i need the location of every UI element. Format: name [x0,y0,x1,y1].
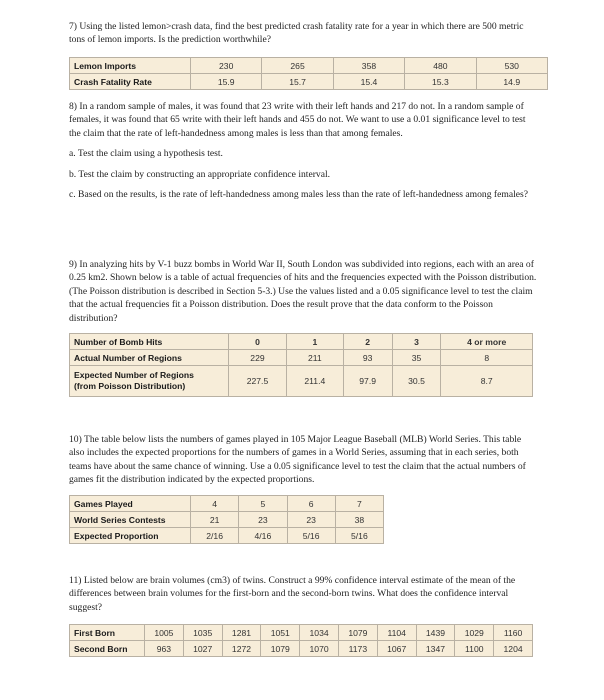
world-series-table [69,495,384,544]
table-cell: 1204 [494,641,533,657]
table-cell: 35 [392,350,441,366]
table-cell: 358 [333,58,404,74]
table-cell: 1439 [416,625,455,641]
question-7 [69,20,539,47]
table-cell: 211 [286,350,343,366]
table-row [70,58,548,74]
table-cell: 5/16 [287,528,335,544]
table-cell: 0 [229,334,287,350]
actual-regions-label: Actual Number of Regions [70,350,229,366]
table-cell: 1104 [377,625,416,641]
table-cell: 4 or more [441,334,533,350]
table-cell: 1005 [145,625,184,641]
table-cell: 1281 [222,625,261,641]
table-cell: 1035 [183,625,222,641]
question-11 [69,574,539,614]
table-cell: 480 [405,58,476,74]
table-cell: 227.5 [229,366,287,397]
table-cell: 8.7 [441,366,533,397]
question-9 [69,258,539,325]
table-cell: 15.4 [333,74,404,90]
lemon-crash-table [69,57,548,90]
lemon-imports-label: Lemon Imports [70,58,191,74]
table-cell: 1067 [377,641,416,657]
table-cell: 8 [441,350,533,366]
expected-regions-line2: (from Poisson Distribution) [74,381,186,391]
table-cell: 1034 [300,625,339,641]
table-row [70,334,533,350]
table-row [70,512,384,528]
table-cell: 230 [191,58,262,74]
table-cell: 530 [476,58,547,74]
table-cell: 1160 [494,625,533,641]
brain-volumes-table [69,624,533,657]
table-cell: 229 [229,350,287,366]
table-cell: 5/16 [335,528,383,544]
table-cell: 5 [239,496,287,512]
table-cell: 15.9 [191,74,262,90]
table-cell: 1173 [338,641,377,657]
question-8-part-a: a. Test the claim using a hypothesis test. [69,148,223,160]
table-row [70,496,384,512]
expected-regions-line1: Expected Number of Regions [74,370,194,380]
table-cell: 1272 [222,641,261,657]
table-cell: 15.7 [262,74,333,90]
question-8-part-c: c. Based on the results, is the rate of left-handedness among males less than the rate of left-handedness among females? [69,189,529,201]
question-10 [69,433,539,487]
table-cell: 14.9 [476,74,547,90]
table-cell: 97.9 [343,366,392,397]
table-row [70,74,548,90]
table-cell: 1051 [261,625,300,641]
table-row [70,528,384,544]
crash-fatality-label: Crash Fatality Rate [70,74,191,90]
table-cell: 15.3 [405,74,476,90]
table-cell: 21 [191,512,239,528]
table-cell: 23 [239,512,287,528]
bomb-hits-table [69,333,533,397]
table-cell: 963 [145,641,184,657]
question-9-text: 9) In analyzing hits by V-1 buzz bombs in World War II, South London was subdivided into regions, each with an area of 0.25 km2. Shown below is a table of actual frequencies of hits and the frequencies expected with the Poisson distribution. (The Poisson distribution is described in Section 5-3.) Use the values listed and a 0.05 significance level to test the claim that the actual frequencies fit a Poisson distribution. Does the result prove that the data conform to the Poisson distribution? [69,259,537,324]
table-cell: 93 [343,350,392,366]
question-10-text: 10) The table below lists the numbers of games played in 105 Major League Baseball (MLB) World Series. This table also includes the expected proportions for the numbers of games in a World Series, assuming that in each series, both teams have about the same chance of winning. Use a 0.05 significance level to test the claim that the actual numbers of games fit the distribution indicated by the expected proportions. [69,434,526,486]
table-cell: 1070 [300,641,339,657]
table-cell: 2/16 [191,528,239,544]
expected-proportion-label: Expected Proportion [70,528,191,544]
table-row [70,641,533,657]
bomb-hits-label: Number of Bomb Hits [70,334,229,350]
table-cell: 1079 [261,641,300,657]
table-cell: 3 [392,334,441,350]
world-series-contests-label: World Series Contests [70,512,191,528]
table-cell: 1079 [338,625,377,641]
table-cell: 1029 [455,625,494,641]
games-played-label: Games Played [70,496,191,512]
table-row [70,366,533,397]
question-11-text: 11) Listed below are brain volumes (cm3) of twins. Construct a 99% confidence interval estimate of the mean of the differences between brain volumes for the first-born and the second-born twins. What does the confidence interval suggest? [69,575,516,613]
table-cell: 4 [191,496,239,512]
expected-regions-label [70,366,229,397]
table-cell: 265 [262,58,333,74]
question-8-text: 8) In a random sample of males, it was found that 23 write with their left hands and 217 do not. In a random sample of females, it was found that 65 write with their left hands and 455 do not. We want to use a 0.01 significance level to test the claim that the rate of left-handedness among males is less than that among females. [69,101,526,139]
second-born-label: Second Born [70,641,145,657]
first-born-label: First Born [70,625,145,641]
table-row [70,350,533,366]
question-8-part-b: b. Test the claim by constructing an appropriate confidence interval. [69,168,331,180]
table-cell: 6 [287,496,335,512]
table-cell: 7 [335,496,383,512]
question-7-text: 7) Using the listed lemon>crash data, find the best predicted crash fatality rate for a year in which there are 500 metric tons of lemon imports. Is the prediction worthwhile? [69,21,524,46]
question-8 [69,100,539,201]
table-cell: 30.5 [392,366,441,397]
table-cell: 1 [286,334,343,350]
table-cell: 38 [335,512,383,528]
table-cell: 23 [287,512,335,528]
table-cell: 1100 [455,641,494,657]
table-cell: 4/16 [239,528,287,544]
table-cell: 211.4 [286,366,343,397]
table-row [70,625,533,641]
table-cell: 1347 [416,641,455,657]
table-cell: 2 [343,334,392,350]
table-cell: 1027 [183,641,222,657]
